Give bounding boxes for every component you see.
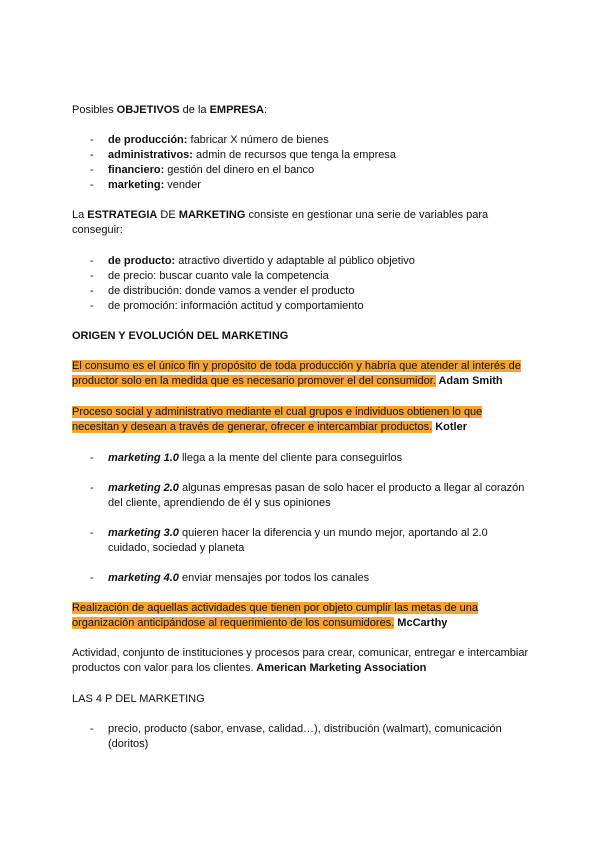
marketing-versions-list xyxy=(72,451,532,601)
estrategia-list xyxy=(72,254,532,314)
item-term: marketing 2.0 xyxy=(108,482,179,494)
list-item xyxy=(72,178,532,193)
cuatro-p-heading: LAS 4 P DEL MARKETING xyxy=(72,693,205,705)
quote-mccarthy xyxy=(72,601,532,631)
item-desc: de precio: buscar cuanto vale la competencia xyxy=(108,270,329,282)
quote-author: Adam Smith xyxy=(435,375,503,387)
item-desc: precio, producto (sabor, envase, calidad…), distribución (walmart), comunicación (doritos) xyxy=(108,723,502,750)
dash-bullet: - xyxy=(90,270,94,282)
item-term: marketing 1.0 xyxy=(108,452,179,464)
estrategia-text: La xyxy=(72,209,88,221)
definition-ama xyxy=(72,646,532,676)
item-term: marketing 4.0 xyxy=(108,572,179,584)
item-desc: llega a la mente del cliente para conseguirlos xyxy=(178,452,403,464)
intro-objetivos: OBJETIVOS xyxy=(116,104,180,116)
intro-empresa: EMPRESA xyxy=(209,104,264,116)
dash-bullet: - xyxy=(90,179,94,191)
item-term: financiero: xyxy=(108,164,165,176)
list-item xyxy=(72,148,532,163)
estrategia-text-post: consiste en gestionar una serie de variables para conseguir: xyxy=(72,209,489,236)
estrategia-text-mid: DE xyxy=(157,209,179,221)
list-item xyxy=(72,481,532,511)
list-item xyxy=(72,269,532,284)
quote-adam-smith xyxy=(72,359,532,389)
item-desc: fabricar X número de bienes xyxy=(187,134,329,146)
definition-author: American Marketing Association xyxy=(253,662,427,674)
quote-kotler xyxy=(72,405,532,435)
highlighted-quote: Proceso social y administrativo mediante el cual grupos e individuos obtienen lo que necesitan y desean a través de generar, ofrecer e intercambiar productos. xyxy=(72,406,483,433)
quote-author: Kotler xyxy=(432,421,467,433)
objetivos-intro xyxy=(72,103,532,118)
dash-bullet: - xyxy=(90,255,94,267)
item-desc: gestión del dinero en el banco xyxy=(164,164,315,176)
estrategia-intro xyxy=(72,208,532,238)
estrategia-word: ESTRATEGIA xyxy=(87,209,158,221)
dash-bullet: - xyxy=(90,285,94,297)
list-item xyxy=(72,163,532,178)
item-desc: admin de recursos que tenga la empresa xyxy=(192,149,396,161)
dash-bullet: - xyxy=(90,452,94,464)
list-item xyxy=(72,284,532,299)
cuatro-p-list xyxy=(72,722,532,752)
dash-bullet: - xyxy=(90,300,94,312)
dash-bullet: - xyxy=(90,572,94,584)
objetivos-list xyxy=(72,133,532,193)
list-item xyxy=(72,571,532,586)
item-desc: de distribución: donde vamos a vender el producto xyxy=(108,285,355,297)
highlighted-quote: Realización de aquellas actividades que tienen por objeto cumplir las metas de una organización anticipándose al requerimiento de los consumidores. xyxy=(72,602,479,629)
highlighted-quote: El consumo es el único fin y propósito de toda producción y habría que atender al interés de productor solo en la medida que es necesario promover el del consumidor. xyxy=(72,360,521,387)
intro-text-mid: de la xyxy=(179,104,210,116)
intro-colon: : xyxy=(263,104,268,116)
dash-bullet: - xyxy=(90,527,94,539)
intro-text: Posibles xyxy=(72,104,117,116)
dash-bullet: - xyxy=(90,482,94,494)
origen-heading: ORIGEN Y EVOLUCIÓN DEL MARKETING xyxy=(72,330,289,342)
item-term: marketing 3.0 xyxy=(108,527,179,539)
item-desc: enviar mensajes por todos los canales xyxy=(178,572,370,584)
item-desc: de promoción: información actitud y comportamiento xyxy=(108,300,364,312)
item-desc: vender xyxy=(164,179,201,191)
dash-bullet: - xyxy=(90,134,94,146)
item-term: administrativos: xyxy=(108,149,193,161)
list-item xyxy=(72,254,532,269)
dash-bullet: - xyxy=(90,149,94,161)
dash-bullet: - xyxy=(90,723,94,735)
item-desc: algunas empresas pasan de solo hacer el producto a llegar al corazón del cliente, aprendiendo de él y sus opiniones xyxy=(108,482,525,509)
list-item xyxy=(72,451,532,466)
list-item xyxy=(72,526,532,556)
list-item xyxy=(72,133,532,148)
list-item xyxy=(72,722,532,752)
item-term: de producto: xyxy=(108,255,176,267)
item-term: de producción: xyxy=(108,134,188,146)
quote-author: McCarthy xyxy=(394,617,448,629)
item-desc: quieren hacer la diferencia y un mundo mejor, aportando al 2.0 cuidado, sociedad y planeta xyxy=(108,527,488,554)
item-desc: atractivo divertido y adaptable al público objetivo xyxy=(175,255,415,267)
dash-bullet: - xyxy=(90,164,94,176)
definition-text: Actividad, conjunto de instituciones y procesos para crear, comunicar, entregar e intercambiar productos con valor para los clientes. xyxy=(72,647,529,674)
marketing-word: MARKETING xyxy=(178,209,246,221)
item-term: marketing: xyxy=(108,179,165,191)
list-item xyxy=(72,299,532,314)
